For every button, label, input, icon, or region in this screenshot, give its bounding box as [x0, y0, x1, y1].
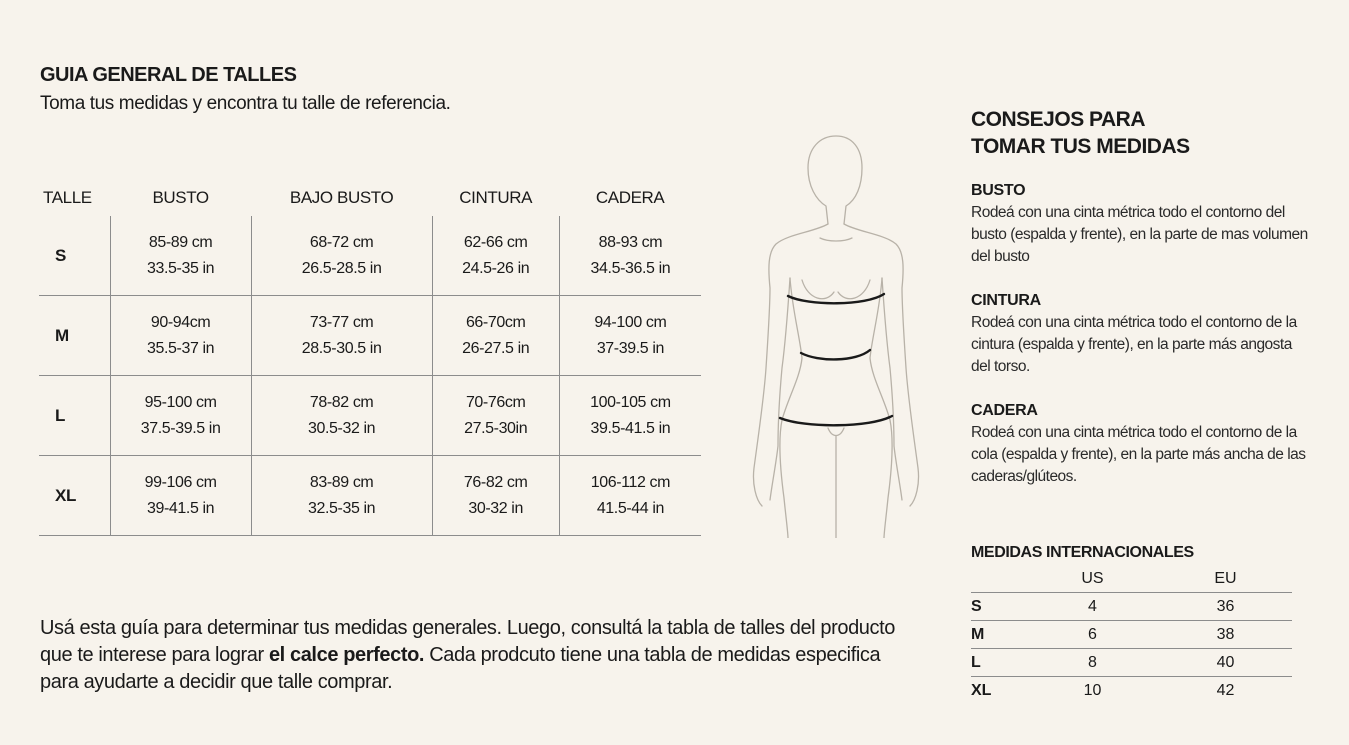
- table-row: [39, 296, 701, 376]
- cadera-cell: [559, 376, 701, 456]
- cadera-cell: [559, 216, 701, 296]
- cm-value: 68-72 cm: [309, 233, 374, 251]
- table-row: [971, 677, 1292, 705]
- size-table-header: [39, 180, 701, 216]
- header-bajo-busto: BAJO BUSTO: [289, 188, 394, 207]
- cm-value: 73-77 cm: [309, 313, 374, 331]
- cm-value: 94-100 cm: [594, 313, 667, 331]
- in-value: 28.5-30.5 in: [301, 339, 382, 357]
- tip-busto: [971, 180, 1311, 268]
- intl-eu: 42: [1159, 677, 1292, 705]
- cadera-cell: [559, 456, 701, 536]
- intl-eu: 38: [1159, 621, 1292, 649]
- usage-note: [40, 615, 910, 696]
- tips-title: [971, 106, 1190, 160]
- intl-header: [971, 566, 1292, 593]
- cintura-cell: [432, 216, 559, 296]
- header-cadera: CADERA: [595, 188, 665, 207]
- header-talle: TALLE: [43, 188, 92, 207]
- in-value: 39-41.5 in: [147, 499, 215, 517]
- tip-heading: BUSTO: [971, 182, 1026, 199]
- size-label: L: [39, 376, 110, 456]
- cm-value: 85-89 cm: [148, 233, 213, 251]
- usage-note-emphasis: el calce perfecto.: [268, 644, 425, 666]
- in-value: 39.5-41.5 in: [590, 419, 671, 437]
- cm-value: 106-112 cm: [590, 473, 671, 491]
- in-value: 37.5-39.5 in: [140, 419, 221, 437]
- cm-value: 95-100 cm: [144, 393, 217, 411]
- page-title: GUIA GENERAL DE TALLES: [40, 64, 297, 86]
- busto-cell: [110, 296, 251, 376]
- cm-value: 78-82 cm: [309, 393, 374, 411]
- page-subtitle: Toma tus medidas y encontra tu talle de referencia.: [40, 93, 451, 114]
- intl-size: S: [971, 593, 1026, 621]
- table-row: [39, 456, 701, 536]
- in-value: 34.5-36.5 in: [590, 259, 671, 277]
- in-value: 27.5-30in: [464, 419, 528, 437]
- international-sizes-title: MEDIDAS INTERNACIONALES: [971, 544, 1194, 561]
- tip-text: Rodeá con una cinta métrica todo el contorno de la cola (espalda y frente), en la parte más ancha de las caderas/glúteos.: [971, 424, 1306, 485]
- tips-title-line1: CONSEJOS PARA: [971, 108, 1145, 131]
- tip-cintura: [971, 290, 1311, 378]
- cm-value: 100-105 cm: [590, 393, 671, 411]
- bajo-busto-cell: [251, 456, 432, 536]
- size-label: S: [39, 216, 110, 296]
- cm-value: 76-82 cm: [463, 473, 528, 491]
- cintura-cell: [432, 296, 559, 376]
- table-row: [971, 621, 1292, 649]
- bajo-busto-cell: [251, 296, 432, 376]
- bajo-busto-cell: [251, 216, 432, 296]
- tip-heading: CINTURA: [971, 292, 1041, 309]
- cm-value: 88-93 cm: [598, 233, 663, 251]
- tip-heading: CADERA: [971, 402, 1038, 419]
- cm-value: 90-94cm: [150, 313, 211, 331]
- header-cintura: CINTURA: [459, 188, 533, 207]
- cm-value: 70-76cm: [465, 393, 526, 411]
- in-value: 32.5-35 in: [308, 499, 376, 517]
- tip-cadera: [971, 400, 1311, 488]
- busto-cell: [110, 456, 251, 536]
- intl-us: 10: [1026, 677, 1159, 705]
- intl-size: L: [971, 649, 1026, 677]
- busto-cell: [110, 376, 251, 456]
- in-value: 24.5-26 in: [462, 259, 530, 277]
- in-value: 33.5-35 in: [147, 259, 215, 277]
- intl-us: 4: [1026, 593, 1159, 621]
- intl-header-us: US: [1081, 570, 1104, 587]
- international-sizes-table: [971, 566, 1292, 704]
- tip-text: Rodeá con una cinta métrica todo el contorno del busto (espalda y frente), en la parte de mas volumen del busto: [971, 204, 1308, 265]
- cadera-cell: [559, 296, 701, 376]
- in-value: 41.5-44 in: [596, 499, 664, 517]
- in-value: 35.5-37 in: [147, 339, 215, 357]
- busto-cell: [110, 216, 251, 296]
- intl-us: 6: [1026, 621, 1159, 649]
- intl-size: M: [971, 621, 1026, 649]
- intl-header-empty: [971, 566, 1026, 593]
- in-value: 26.5-28.5 in: [301, 259, 382, 277]
- size-label: XL: [39, 456, 110, 536]
- intl-header-eu: EU: [1214, 570, 1237, 587]
- in-value: 30.5-32 in: [308, 419, 376, 437]
- bajo-busto-cell: [251, 376, 432, 456]
- usage-note-text-end: Cada prodcuto tiene una tabla de medidas especifica para ayudarte a decidir que talle comprar.: [40, 644, 881, 693]
- intl-eu: 36: [1159, 593, 1292, 621]
- in-value: 26-27.5 in: [462, 339, 530, 357]
- header-busto: BUSTO: [152, 188, 209, 207]
- table-row: [971, 649, 1292, 677]
- intl-eu: 40: [1159, 649, 1292, 677]
- size-table: [39, 180, 701, 536]
- table-row: [39, 216, 701, 296]
- tip-text: Rodeá con una cinta métrica todo el contorno de la cintura (espalda y frente), en la parte más angosta del torso.: [971, 314, 1297, 375]
- tips-title-line2: TOMAR TUS MEDIDAS: [971, 135, 1190, 158]
- table-row: [971, 593, 1292, 621]
- in-value: 30-32 in: [468, 499, 523, 517]
- cm-value: 99-106 cm: [144, 473, 217, 491]
- intl-size: XL: [971, 677, 1026, 705]
- intl-us: 8: [1026, 649, 1159, 677]
- usage-note-text: Usá esta guía para determinar tus medidas generales. Luego, consultá la tabla de talles del producto que te interese para lograr: [40, 617, 896, 666]
- cintura-cell: [432, 376, 559, 456]
- size-label: M: [39, 296, 110, 376]
- in-value: 37-39.5 in: [596, 339, 664, 357]
- cm-value: 62-66 cm: [463, 233, 528, 251]
- cm-value: 66-70cm: [465, 313, 526, 331]
- body-measurement-figure-icon: [748, 128, 928, 538]
- table-row: [39, 376, 701, 456]
- cm-value: 83-89 cm: [309, 473, 374, 491]
- cintura-cell: [432, 456, 559, 536]
